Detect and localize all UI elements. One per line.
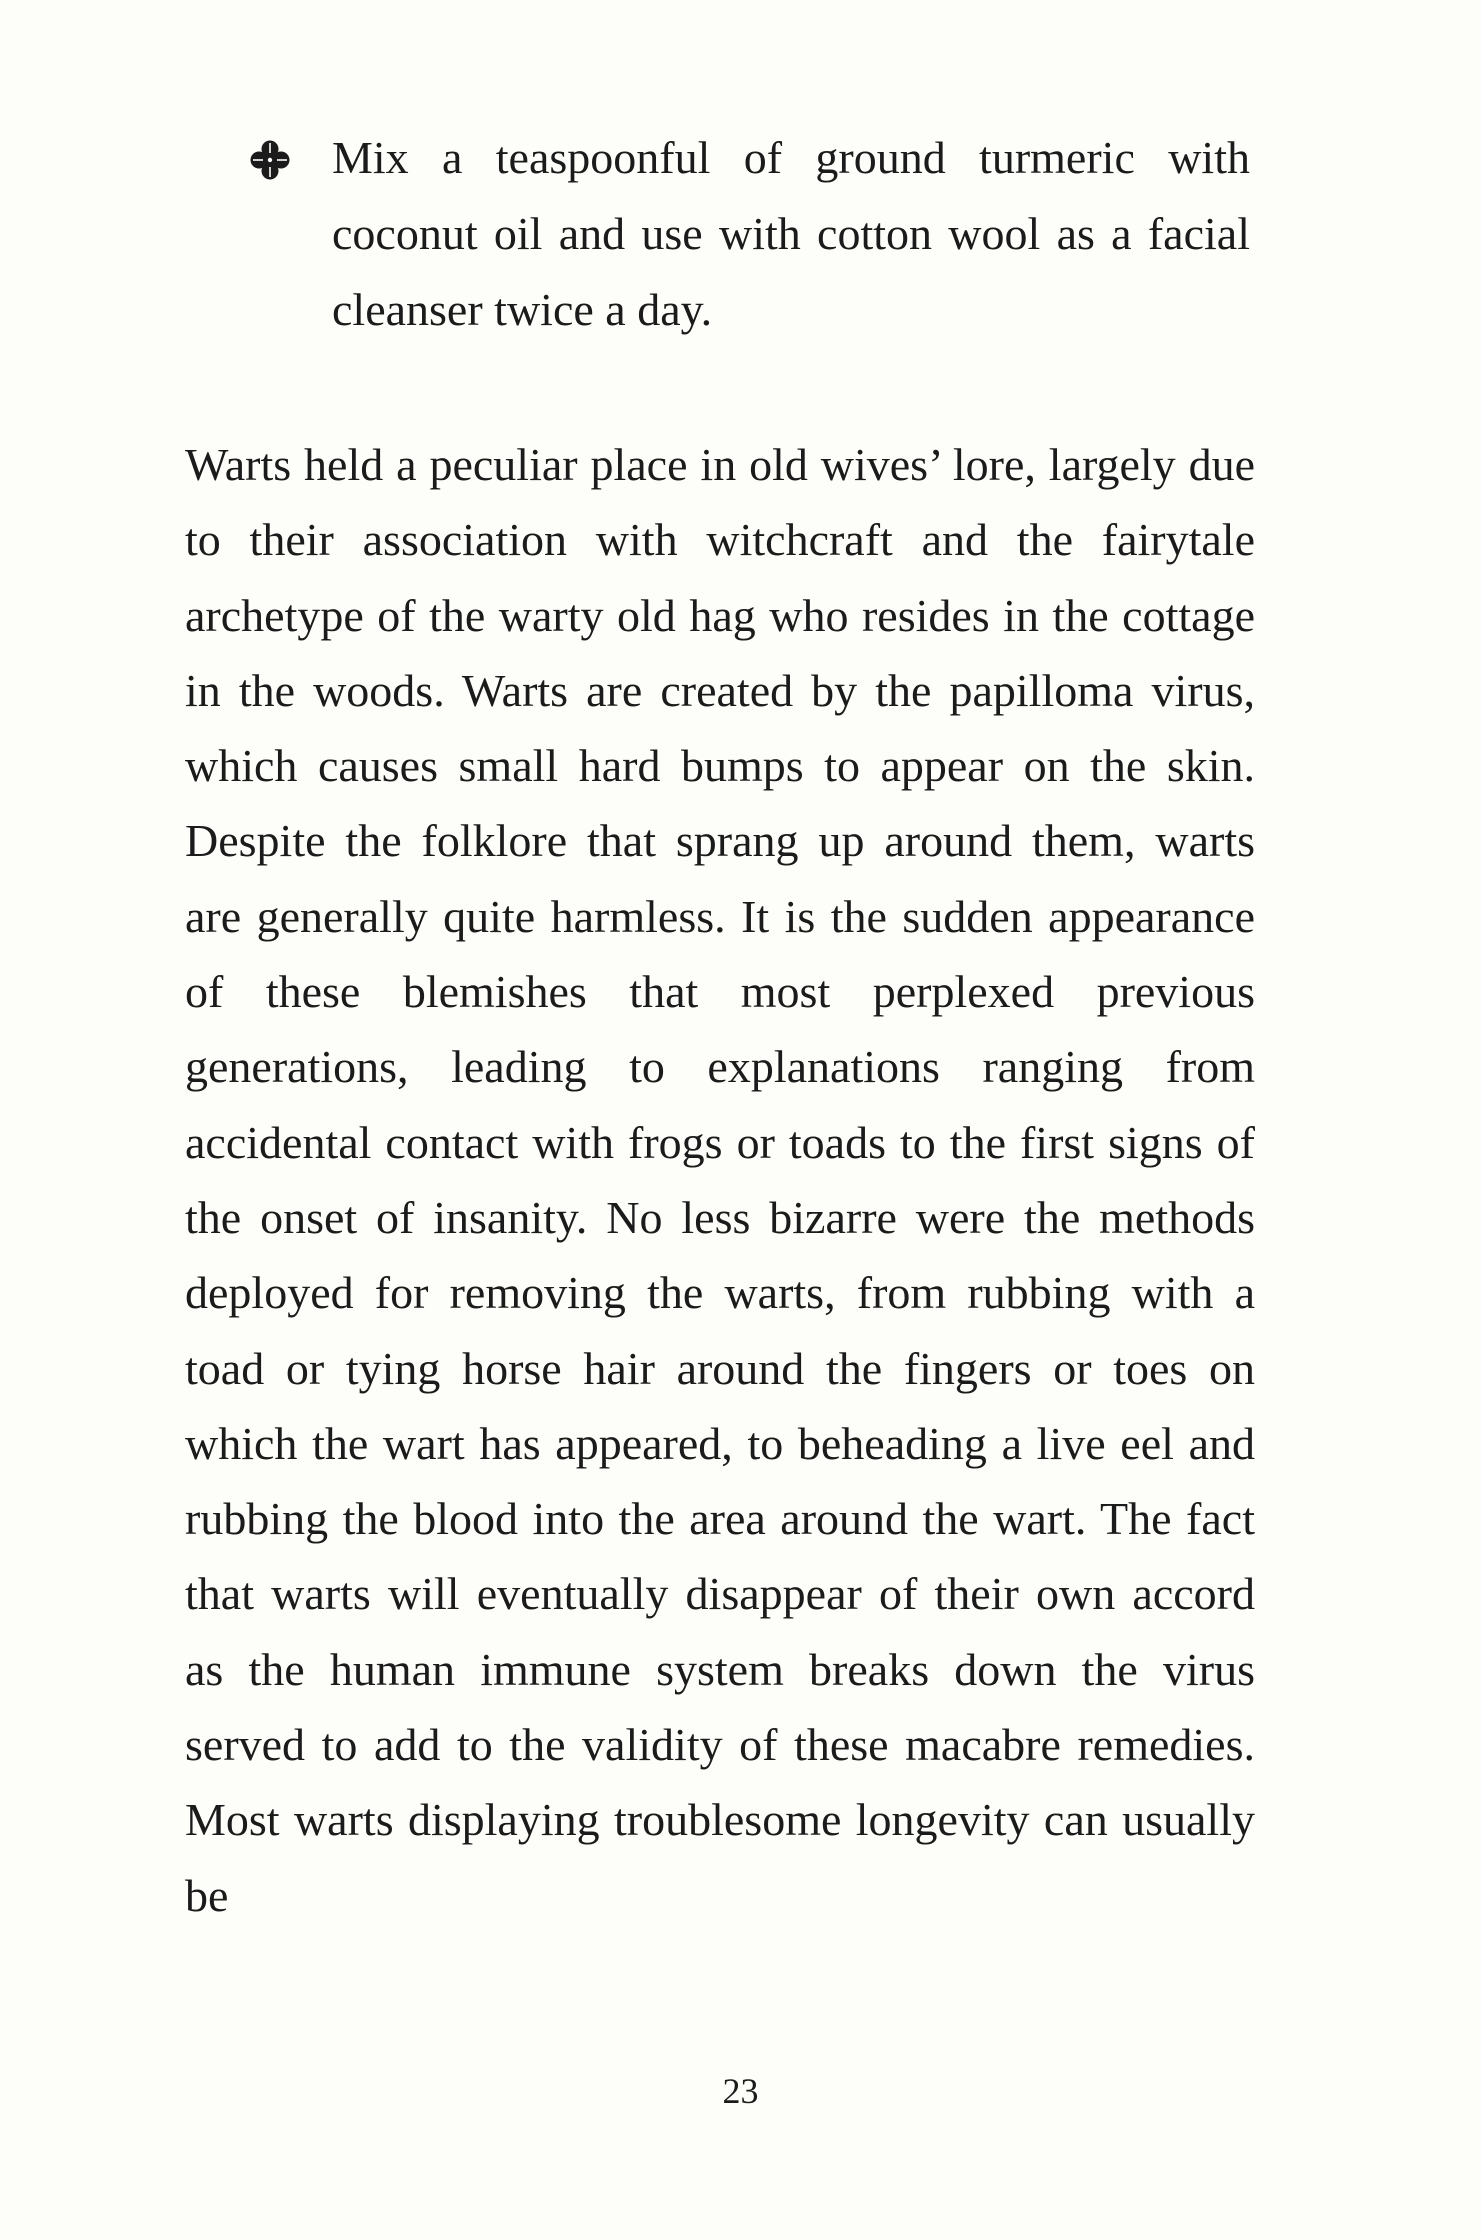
bullet-text: Mix a teaspoonful of ground turmeric with coconut oil and use with cotton wool as a facial cleanser twice a day. [332,132,1250,335]
page-number: 23 [722,2071,759,2111]
quatrefoil-ornament-icon [250,140,290,180]
body-paragraph: Warts held a peculiar place in old wives’ lore, largely due to their association with witchcraft and the fairytale archetype of the warty old hag who resides in the cottage in the woods. Warts are created by the papilloma virus, which causes small hard bumps to appear on the skin. Despite the folklore that sprang up around them, warts are generally quite harmless. It is the sudden appearance of these blemishes that most perplexed previous generations, leading to explanations ranging from accidental contact with frogs or toads to the first signs of the onset of insanity. No less bizarre were the methods deployed for removing the warts, from rubbing with a toad or tying horse hair around the fingers or toes on which the wart has appeared, to beheading a live eel and rubbing the blood into the area around the wart. The fact that warts will eventually disappear of their own accord as the human immune system breaks down the virus served to add to the validity of these macabre remedies. Most warts displaying troublesome longevity can usually be [185,439,1255,1921]
